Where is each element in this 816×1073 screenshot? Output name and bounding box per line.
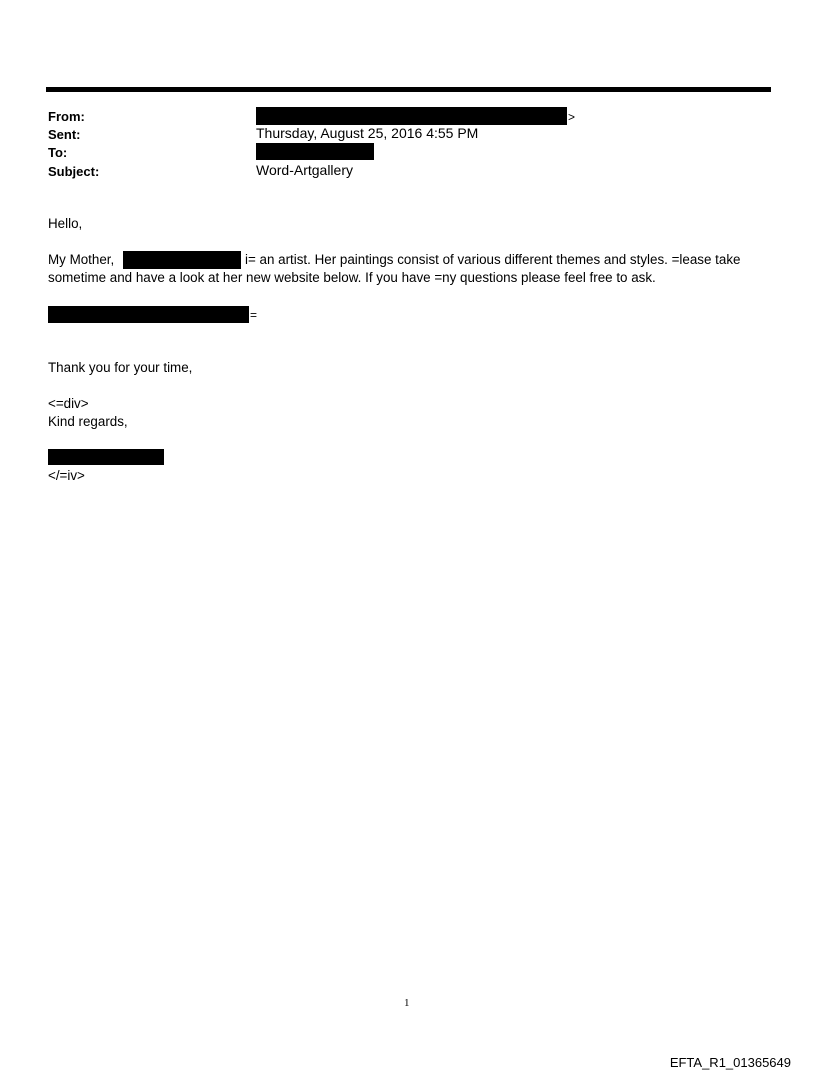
link-suffix: = bbox=[250, 308, 258, 322]
header-divider bbox=[46, 87, 771, 92]
from-label: From: bbox=[48, 109, 85, 124]
thanks-line: Thank you for your time, bbox=[48, 360, 193, 375]
signature-redaction bbox=[48, 449, 164, 465]
subject-value: Word-Artgallery bbox=[256, 162, 353, 178]
greeting: Hello, bbox=[48, 216, 83, 231]
paragraph-1-rest: i= an artist. Her paintings consist of various different themes and styles. =lease take bbox=[245, 252, 741, 267]
regards-line: Kind regards, bbox=[48, 414, 128, 429]
sent-value: Thursday, August 25, 2016 4:55 PM bbox=[256, 125, 479, 141]
from-suffix: > bbox=[568, 110, 576, 124]
paragraph-1-line-2: sometime and have a look at her new website below. If you have =ny questions please feel free to ask. bbox=[48, 270, 656, 285]
paragraph-1-prefix: My Mother, bbox=[48, 252, 115, 267]
from-redaction bbox=[256, 107, 567, 125]
div-close-tag: </=iv> bbox=[48, 468, 85, 483]
sent-label: Sent: bbox=[48, 127, 81, 142]
website-link-redaction bbox=[48, 306, 249, 323]
div-open-tag: <=div> bbox=[48, 396, 89, 411]
to-redaction bbox=[256, 143, 374, 160]
mother-name-redaction bbox=[123, 251, 241, 269]
page-number: 1 bbox=[404, 997, 410, 1009]
document-id: EFTA_R1_01365649 bbox=[669, 1055, 791, 1070]
to-label: To: bbox=[48, 145, 68, 160]
subject-label: Subject: bbox=[48, 164, 100, 179]
